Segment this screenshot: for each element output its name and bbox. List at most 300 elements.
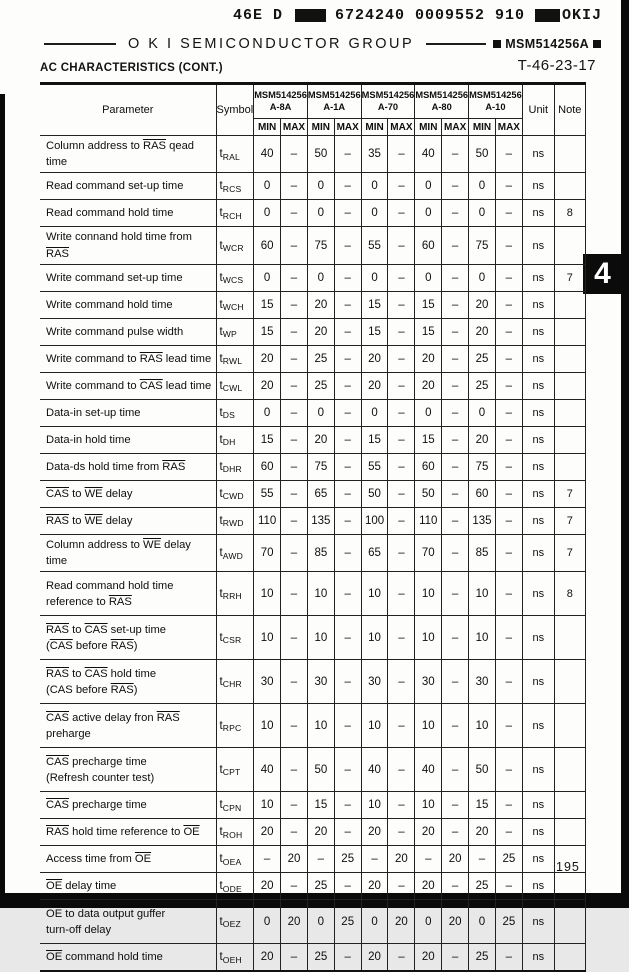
symbol-cell: $t_{RCH}$: [216, 200, 254, 227]
value-cell: 25: [495, 846, 522, 873]
table-row: [40, 318, 585, 345]
value-cell: –: [334, 480, 361, 507]
symbol-subscript: RRH: [222, 591, 242, 602]
overlined-signal-name: $\overline{OE}$: [134, 853, 152, 866]
value-cell: –: [495, 534, 522, 571]
value-cell: –: [442, 318, 469, 345]
unit-cell: ns: [522, 748, 554, 792]
value-cell: –: [388, 792, 415, 819]
note-cell: 7: [554, 507, 585, 534]
symbol-cell: $t_{CPN}$: [216, 792, 254, 819]
value-cell: 10: [469, 572, 496, 616]
value-cell: 20: [307, 291, 334, 318]
divider-line: [426, 43, 486, 46]
company-name: O K I SEMICONDUCTOR GROUP: [128, 36, 415, 52]
value-cell: –: [334, 399, 361, 426]
parameter-cell: $\overline{OE}$ command hold time: [40, 944, 216, 972]
symbol-cell: $t_{ODE}$: [216, 873, 254, 900]
overlined-signal-name: $\overline{RAS}$: [46, 514, 70, 527]
note-cell: 7: [554, 264, 585, 291]
symbol-subscript: DHR: [222, 464, 242, 475]
scan-edge-right: [621, 0, 629, 908]
symbol-cell: $t_{RWD}$: [216, 507, 254, 534]
value-cell: 25: [495, 900, 522, 944]
symbol-cell: $t_{CPT}$: [216, 748, 254, 792]
column-header-parameter: Parameter: [40, 84, 216, 136]
value-cell: 10: [254, 792, 281, 819]
value-cell: 110: [415, 507, 442, 534]
symbol-subscript: DH: [222, 437, 236, 448]
unit-cell: ns: [522, 200, 554, 227]
parameter-cell: Column address to $\overline{WE}$ delay time: [40, 534, 216, 571]
value-cell: –: [495, 616, 522, 660]
table-row: [40, 704, 585, 748]
scan-edge-left: [0, 94, 5, 908]
value-cell: 0: [469, 900, 496, 944]
column-header-min: MIN: [307, 119, 334, 136]
value-cell: –: [442, 200, 469, 227]
value-cell: –: [388, 399, 415, 426]
column-header-min: MIN: [469, 119, 496, 136]
value-cell: –: [442, 660, 469, 704]
parameter-cell: $\overline{OE}$ delay time: [40, 873, 216, 900]
unit-cell: ns: [522, 136, 554, 173]
table-row: [40, 846, 585, 873]
value-cell: 25: [469, 372, 496, 399]
value-cell: –: [442, 227, 469, 264]
symbol-subscript: WCR: [222, 243, 244, 254]
table-row: [40, 792, 585, 819]
value-cell: –: [281, 426, 308, 453]
value-cell: –: [281, 453, 308, 480]
value-cell: –: [495, 200, 522, 227]
parameter-cell: Read command hold time reference to $\overline{RAS}$: [40, 572, 216, 616]
symbol-subscript: WCS: [222, 275, 244, 286]
symbol-subscript: OEZ: [222, 919, 241, 930]
note-cell: [554, 748, 585, 792]
overlined-signal-name: $\overline{RAS}$: [46, 826, 70, 839]
value-cell: 15: [361, 426, 388, 453]
value-cell: –: [281, 480, 308, 507]
column-header-note: Note: [554, 84, 585, 136]
column-header-max: MAX: [334, 119, 361, 136]
value-cell: 10: [415, 572, 442, 616]
value-cell: 75: [307, 453, 334, 480]
document-number: T-46-23-17: [517, 57, 596, 74]
value-cell: 15: [415, 426, 442, 453]
value-cell: 25: [469, 873, 496, 900]
value-cell: 20: [254, 372, 281, 399]
symbol-cell: $t_{DS}$: [216, 399, 254, 426]
value-cell: –: [442, 399, 469, 426]
overlined-signal-name: $\overline{CAS}$: [46, 711, 70, 724]
value-cell: –: [281, 534, 308, 571]
overlined-signal-name: $\overline{WE}$: [143, 538, 162, 551]
table-row: [40, 173, 585, 200]
symbol-cell: $t_{DH}$: [216, 426, 254, 453]
value-cell: –: [495, 480, 522, 507]
value-cell: –: [442, 291, 469, 318]
note-cell: [554, 944, 585, 972]
note-cell: 7: [554, 480, 585, 507]
value-cell: 20: [361, 819, 388, 846]
value-cell: 55: [361, 227, 388, 264]
value-cell: 25: [307, 944, 334, 972]
value-cell: 0: [254, 900, 281, 944]
symbol-subscript: CWD: [222, 491, 244, 502]
value-cell: 15: [415, 318, 442, 345]
value-cell: 20: [361, 372, 388, 399]
value-cell: –: [388, 534, 415, 571]
value-cell: –: [281, 227, 308, 264]
value-cell: –: [334, 704, 361, 748]
value-cell: –: [254, 846, 281, 873]
note-cell: [554, 792, 585, 819]
value-cell: –: [334, 291, 361, 318]
value-cell: 15: [415, 291, 442, 318]
value-cell: –: [334, 173, 361, 200]
unit-cell: ns: [522, 572, 554, 616]
value-cell: –: [388, 748, 415, 792]
value-cell: –: [495, 660, 522, 704]
value-cell: –: [388, 819, 415, 846]
value-cell: –: [495, 291, 522, 318]
value-cell: 0: [307, 264, 334, 291]
symbol-subscript: CPT: [222, 767, 241, 778]
value-cell: 0: [361, 900, 388, 944]
value-cell: –: [415, 846, 442, 873]
value-cell: 0: [415, 173, 442, 200]
value-cell: –: [442, 704, 469, 748]
column-header-max: MAX: [442, 119, 469, 136]
symbol-cell: $t_{WCR}$: [216, 227, 254, 264]
symbol-subscript: ODE: [222, 883, 242, 894]
value-cell: –: [442, 264, 469, 291]
value-cell: –: [442, 944, 469, 972]
value-cell: –: [281, 372, 308, 399]
value-cell: 25: [469, 345, 496, 372]
value-cell: 15: [469, 792, 496, 819]
value-cell: –: [281, 704, 308, 748]
note-cell: 7: [554, 534, 585, 571]
value-cell: 10: [361, 792, 388, 819]
value-cell: 20: [281, 900, 308, 944]
parameter-cell: $\overline{RAS}$ to $\overline{CAS}$ hold time (CAS before $\overline{RAS}$): [40, 660, 216, 704]
table-row: [40, 372, 585, 399]
note-cell: 8: [554, 200, 585, 227]
value-cell: 30: [307, 660, 334, 704]
value-cell: 10: [254, 704, 281, 748]
value-cell: –: [281, 572, 308, 616]
value-cell: 20: [415, 944, 442, 972]
value-cell: –: [388, 616, 415, 660]
square-marker-icon: [493, 40, 501, 48]
parameter-cell: $\overline{RAS}$ hold time reference to $\overline{OE}$: [40, 819, 216, 846]
value-cell: 10: [361, 616, 388, 660]
subheader-row: [40, 57, 596, 74]
overlined-signal-name: $\overline{CAS}$: [49, 639, 73, 652]
value-cell: –: [281, 944, 308, 972]
overlined-signal-name: $\overline{RAS}$: [139, 352, 163, 365]
symbol-subscript: RCH: [222, 210, 242, 221]
parameter-cell: Data-in hold time: [40, 426, 216, 453]
value-cell: –: [442, 748, 469, 792]
symbol-subscript: ROH: [222, 829, 243, 840]
overlined-signal-name: $\overline{WE}$: [84, 514, 103, 527]
parameter-cell: Write command pulse width: [40, 318, 216, 345]
column-header-min: MIN: [415, 119, 442, 136]
value-cell: 0: [469, 173, 496, 200]
value-cell: 20: [415, 372, 442, 399]
value-cell: –: [495, 819, 522, 846]
value-cell: 20: [469, 318, 496, 345]
table-row: [40, 900, 585, 944]
value-cell: 20: [415, 345, 442, 372]
value-cell: 40: [415, 136, 442, 173]
value-cell: 20: [415, 819, 442, 846]
value-cell: –: [281, 200, 308, 227]
value-cell: 135: [307, 507, 334, 534]
symbol-subscript: OEA: [222, 856, 242, 867]
value-cell: –: [334, 534, 361, 571]
symbol-cell: $t_{AWD}$: [216, 534, 254, 571]
value-cell: –: [334, 507, 361, 534]
symbol-cell: $t_{RRH}$: [216, 572, 254, 616]
note-cell: [554, 704, 585, 748]
parameter-cell: Write connand hold time from $\overline{RAS}$: [40, 227, 216, 264]
note-cell: [554, 616, 585, 660]
value-cell: –: [495, 426, 522, 453]
table-row: [40, 345, 585, 372]
barcode-block-icon: [295, 9, 326, 22]
value-cell: 0: [361, 173, 388, 200]
value-cell: 0: [469, 264, 496, 291]
table-row: [40, 136, 585, 173]
overlined-signal-name: $\overline{CAS}$: [84, 623, 108, 636]
value-cell: 60: [469, 480, 496, 507]
overlined-signal-name: $\overline{RAS}$: [110, 639, 134, 652]
table-row: [40, 291, 585, 318]
note-cell: [554, 318, 585, 345]
value-cell: –: [334, 792, 361, 819]
column-header-device-group: MSM514256 A-8A: [254, 84, 308, 119]
value-cell: –: [281, 873, 308, 900]
value-cell: 40: [254, 136, 281, 173]
value-cell: 20: [254, 873, 281, 900]
value-cell: 50: [307, 748, 334, 792]
unit-cell: ns: [522, 900, 554, 944]
value-cell: 135: [469, 507, 496, 534]
unit-cell: ns: [522, 264, 554, 291]
parameter-cell: Data-in set-up time: [40, 399, 216, 426]
page-number: 195: [556, 860, 580, 874]
symbol-cell: $t_{RPC}$: [216, 704, 254, 748]
unit-cell: ns: [522, 792, 554, 819]
value-cell: –: [495, 873, 522, 900]
value-cell: 30: [469, 660, 496, 704]
value-cell: –: [469, 846, 496, 873]
value-cell: 20: [442, 900, 469, 944]
note-cell: [554, 819, 585, 846]
value-cell: –: [281, 345, 308, 372]
table-row: [40, 264, 585, 291]
value-cell: 20: [254, 819, 281, 846]
value-cell: 0: [361, 399, 388, 426]
value-cell: –: [388, 426, 415, 453]
value-cell: –: [388, 453, 415, 480]
value-cell: –: [442, 453, 469, 480]
column-header-device-group: MSM514256 A-1A: [307, 84, 361, 119]
symbol-cell: $t_{CWL}$: [216, 372, 254, 399]
parameter-cell: Read command hold time: [40, 200, 216, 227]
value-cell: 30: [361, 660, 388, 704]
value-cell: 20: [469, 819, 496, 846]
value-cell: 20: [415, 873, 442, 900]
column-header-unit: Unit: [522, 84, 554, 136]
table-row: [40, 660, 585, 704]
value-cell: –: [334, 572, 361, 616]
symbol-cell: $t_{WP}$: [216, 318, 254, 345]
value-cell: 0: [415, 900, 442, 944]
symbol-cell: $t_{CWD}$: [216, 480, 254, 507]
column-header-min: MIN: [254, 119, 281, 136]
value-cell: 60: [254, 227, 281, 264]
value-cell: 25: [307, 372, 334, 399]
parameter-cell: $\overline{RAS}$ to $\overline{CAS}$ set-up time ($\overline{CAS}$ before $\overline{RAS}$): [40, 616, 216, 660]
value-cell: –: [388, 318, 415, 345]
fax-header-line: [233, 7, 602, 24]
symbol-subscript: WP: [222, 329, 237, 340]
overlined-signal-name: $\overline{RAS}$: [156, 711, 180, 724]
overlined-signal-name: $\overline{CAS}$: [46, 755, 70, 768]
value-cell: 10: [361, 572, 388, 616]
unit-cell: ns: [522, 345, 554, 372]
value-cell: 20: [469, 426, 496, 453]
value-cell: –: [388, 572, 415, 616]
value-cell: 20: [361, 873, 388, 900]
unit-cell: ns: [522, 873, 554, 900]
symbol-subscript: CHR: [222, 679, 242, 690]
table-row: [40, 200, 585, 227]
parameter-cell: Write command to $\overline{CAS}$ lead time: [40, 372, 216, 399]
value-cell: –: [495, 704, 522, 748]
table-row: [40, 426, 585, 453]
table-row: [40, 873, 585, 900]
unit-cell: ns: [522, 227, 554, 264]
value-cell: 40: [254, 748, 281, 792]
value-cell: 15: [361, 291, 388, 318]
value-cell: 30: [254, 660, 281, 704]
value-cell: 50: [415, 480, 442, 507]
note-cell: [554, 453, 585, 480]
value-cell: –: [388, 345, 415, 372]
value-cell: –: [334, 372, 361, 399]
overlined-signal-name: $\overline{OE}$: [46, 951, 63, 964]
unit-cell: ns: [522, 372, 554, 399]
value-cell: –: [495, 507, 522, 534]
value-cell: 70: [254, 534, 281, 571]
value-cell: 50: [469, 136, 496, 173]
value-cell: –: [388, 264, 415, 291]
value-cell: 25: [307, 873, 334, 900]
value-cell: –: [495, 372, 522, 399]
symbol-subscript: AWD: [222, 550, 244, 561]
value-cell: 10: [469, 616, 496, 660]
overlined-signal-name: $\overline{OE}$: [46, 880, 63, 893]
column-header-max: MAX: [388, 119, 415, 136]
value-cell: 20: [307, 426, 334, 453]
value-cell: 20: [388, 900, 415, 944]
value-cell: 15: [361, 318, 388, 345]
note-cell: [554, 660, 585, 704]
value-cell: –: [495, 227, 522, 264]
parameter-cell: $\overline{CAS}$ precharge time (Refresh counter test): [40, 748, 216, 792]
value-cell: 10: [307, 616, 334, 660]
overlined-signal-name: $\overline{RAS}$: [110, 683, 134, 696]
unit-cell: ns: [522, 507, 554, 534]
symbol-subscript: RAL: [222, 151, 241, 162]
value-cell: 55: [254, 480, 281, 507]
symbol-cell: $t_{OEH}$: [216, 944, 254, 972]
value-cell: –: [495, 173, 522, 200]
value-cell: 85: [469, 534, 496, 571]
value-cell: –: [334, 819, 361, 846]
section-tab: [583, 254, 622, 294]
value-cell: 65: [307, 480, 334, 507]
table-row: [40, 748, 585, 792]
unit-cell: ns: [522, 318, 554, 345]
value-cell: 10: [254, 572, 281, 616]
barcode-block-icon: [535, 9, 560, 22]
value-cell: 10: [254, 616, 281, 660]
value-cell: 10: [415, 616, 442, 660]
table-row: [40, 819, 585, 846]
note-cell: [554, 399, 585, 426]
square-marker-icon: [593, 40, 601, 48]
value-cell: –: [281, 748, 308, 792]
value-cell: 10: [469, 704, 496, 748]
symbol-cell: $t_{ROH}$: [216, 819, 254, 846]
value-cell: 0: [307, 200, 334, 227]
value-cell: –: [388, 136, 415, 173]
table-row: [40, 944, 585, 972]
value-cell: –: [442, 136, 469, 173]
value-cell: 20: [361, 944, 388, 972]
value-cell: 60: [415, 453, 442, 480]
parameter-cell: Write command hold time: [40, 291, 216, 318]
value-cell: 0: [469, 200, 496, 227]
value-cell: 15: [307, 792, 334, 819]
value-cell: 40: [415, 748, 442, 792]
overlined-signal-name: $\overline{OE}$: [183, 826, 200, 839]
value-cell: –: [334, 660, 361, 704]
note-cell: [554, 345, 585, 372]
value-cell: 75: [469, 227, 496, 264]
value-cell: –: [281, 819, 308, 846]
table-row: [40, 480, 585, 507]
value-cell: –: [281, 792, 308, 819]
note-cell: [554, 900, 585, 944]
value-cell: –: [388, 480, 415, 507]
value-cell: 10: [307, 704, 334, 748]
symbol-cell: $t_{CHR}$: [216, 660, 254, 704]
unit-cell: ns: [522, 453, 554, 480]
value-cell: 20: [254, 944, 281, 972]
note-cell: [554, 291, 585, 318]
value-cell: 60: [415, 227, 442, 264]
value-cell: 0: [415, 399, 442, 426]
value-cell: –: [442, 507, 469, 534]
